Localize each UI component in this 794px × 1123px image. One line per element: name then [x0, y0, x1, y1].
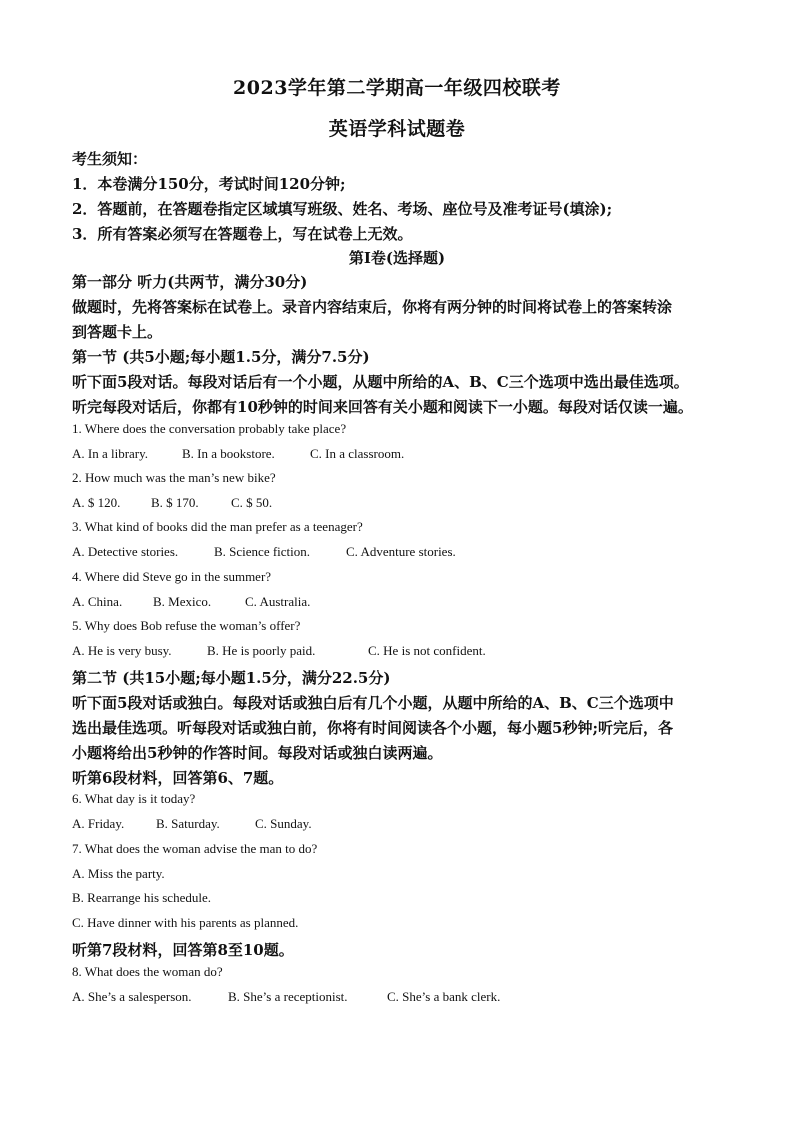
- question-2: 2. How much was the man’s new bike?: [72, 470, 276, 485]
- section1-instruction-line2: 听完每段对话后，你都有10秒钟的时间来回答有关小题和阅读下一小题。每段对话仅读一遍。: [72, 398, 693, 416]
- part1-heading: 第一部分 听力(共两节，满分30分): [72, 273, 308, 291]
- volume-heading: 第Ⅰ卷(选择题): [348, 249, 446, 267]
- option-b: B. Mexico.: [153, 594, 212, 609]
- option-b: B. Science fiction.: [214, 544, 311, 559]
- option-c: C. Sunday.: [255, 816, 312, 831]
- option-b: B. $ 170.: [151, 495, 199, 510]
- section2-instruction-line3: 小题将给出5秒钟的作答时间。每段对话或独白读两遍。: [72, 744, 443, 762]
- section2-instruction-line2: 选出最佳选项。听每段对话或独白前，你将有时间阅读各个小题，每小题5秒钟;听完后，各: [72, 719, 673, 737]
- section2-heading: 第二节 (共15小题;每小题1.5分，满分22.5分): [72, 669, 391, 687]
- option-c: C. $ 50.: [231, 495, 273, 510]
- section1-heading: 第一节 (共5小题;每小题1.5分，满分7.5分): [72, 348, 370, 366]
- option-b: B. Saturday.: [156, 816, 220, 831]
- section1-instruction-line1: 听下面5段对话。每段对话后有一个小题，从题中所给的A、B、C三个选项中选出最佳选项。: [72, 373, 689, 391]
- question-6-options: [72, 816, 312, 832]
- question-4-options: [72, 594, 310, 610]
- question-1-options: [72, 446, 404, 462]
- section2-instruction-line1: 听下面5段对话或独白。每段对话或独白后有几个小题，从题中所给的A、B、C三个选项中: [72, 694, 674, 712]
- option-a: A. Detective stories.: [72, 544, 179, 559]
- question-7: 7. What does the woman advise the man to do?: [72, 841, 318, 856]
- option-b: B. She’s a receptionist.: [228, 989, 348, 1004]
- question-7-option-c: C. Have dinner with his parents as planned.: [72, 915, 299, 930]
- question-2-options: [72, 495, 272, 511]
- part1-instruction-line1: 做题时，先将答案标在试卷上。录音内容结束后，你将有两分钟的时间将试卷上的答案转涂: [72, 298, 673, 316]
- question-3: 3. What kind of books did the man prefer as a teenager?: [72, 519, 363, 534]
- exam-subtitle: 英语学科试题卷: [328, 118, 466, 140]
- question-5-options: [72, 643, 486, 659]
- option-c: C. Australia.: [245, 594, 311, 609]
- notice-item-3: 3．所有答案必须写在答题卷上，写在试卷上无效。: [72, 225, 413, 243]
- part1-instruction-line2: 到答题卡上。: [72, 323, 163, 341]
- option-a: A. Friday.: [72, 816, 125, 831]
- question-7-option-a: A. Miss the party.: [72, 866, 165, 881]
- question-6: 6. What day is it today?: [72, 791, 196, 806]
- option-a: A. $ 120.: [72, 495, 121, 510]
- exam-title: 2023学年第二学期高一年级四校联考: [233, 77, 561, 99]
- question-1: 1. Where does the conversation probably take place?: [72, 421, 347, 436]
- question-5: 5. Why does Bob refuse the woman’s offer?: [72, 618, 301, 633]
- notice-heading: 考生须知：: [72, 150, 148, 168]
- question-8: 8. What does the woman do?: [72, 964, 223, 979]
- option-b: B. In a bookstore.: [182, 446, 275, 461]
- notice-item-1: 1．本卷满分150分，考试时间120分钟;: [72, 175, 346, 193]
- option-c: C. Adventure stories.: [346, 544, 456, 559]
- question-4: 4. Where did Steve go in the summer?: [72, 569, 272, 584]
- option-c: C. He is not confident.: [368, 643, 486, 658]
- option-a: A. He is very busy.: [72, 643, 172, 658]
- notice-item-2: 2．答题前，在答题卷指定区域填写班级、姓名、考场、座位号及准考证号(填涂);: [72, 200, 613, 218]
- option-b: B. He is poorly paid.: [207, 643, 316, 658]
- question-3-options: [72, 544, 456, 560]
- option-a: A. She’s a salesperson.: [72, 989, 192, 1004]
- option-a: A. China.: [72, 594, 123, 609]
- question-7-option-b: B. Rearrange his schedule.: [72, 890, 211, 905]
- question-8-options: [72, 989, 500, 1005]
- option-a: A. In a library.: [72, 446, 149, 461]
- material-7-heading: 听第7段材料，回答第8至10题。: [72, 941, 294, 959]
- option-c: C. In a classroom.: [310, 446, 405, 461]
- material-6-heading: 听第6段材料，回答第6、7题。: [72, 769, 284, 787]
- option-c: C. She’s a bank clerk.: [387, 989, 501, 1004]
